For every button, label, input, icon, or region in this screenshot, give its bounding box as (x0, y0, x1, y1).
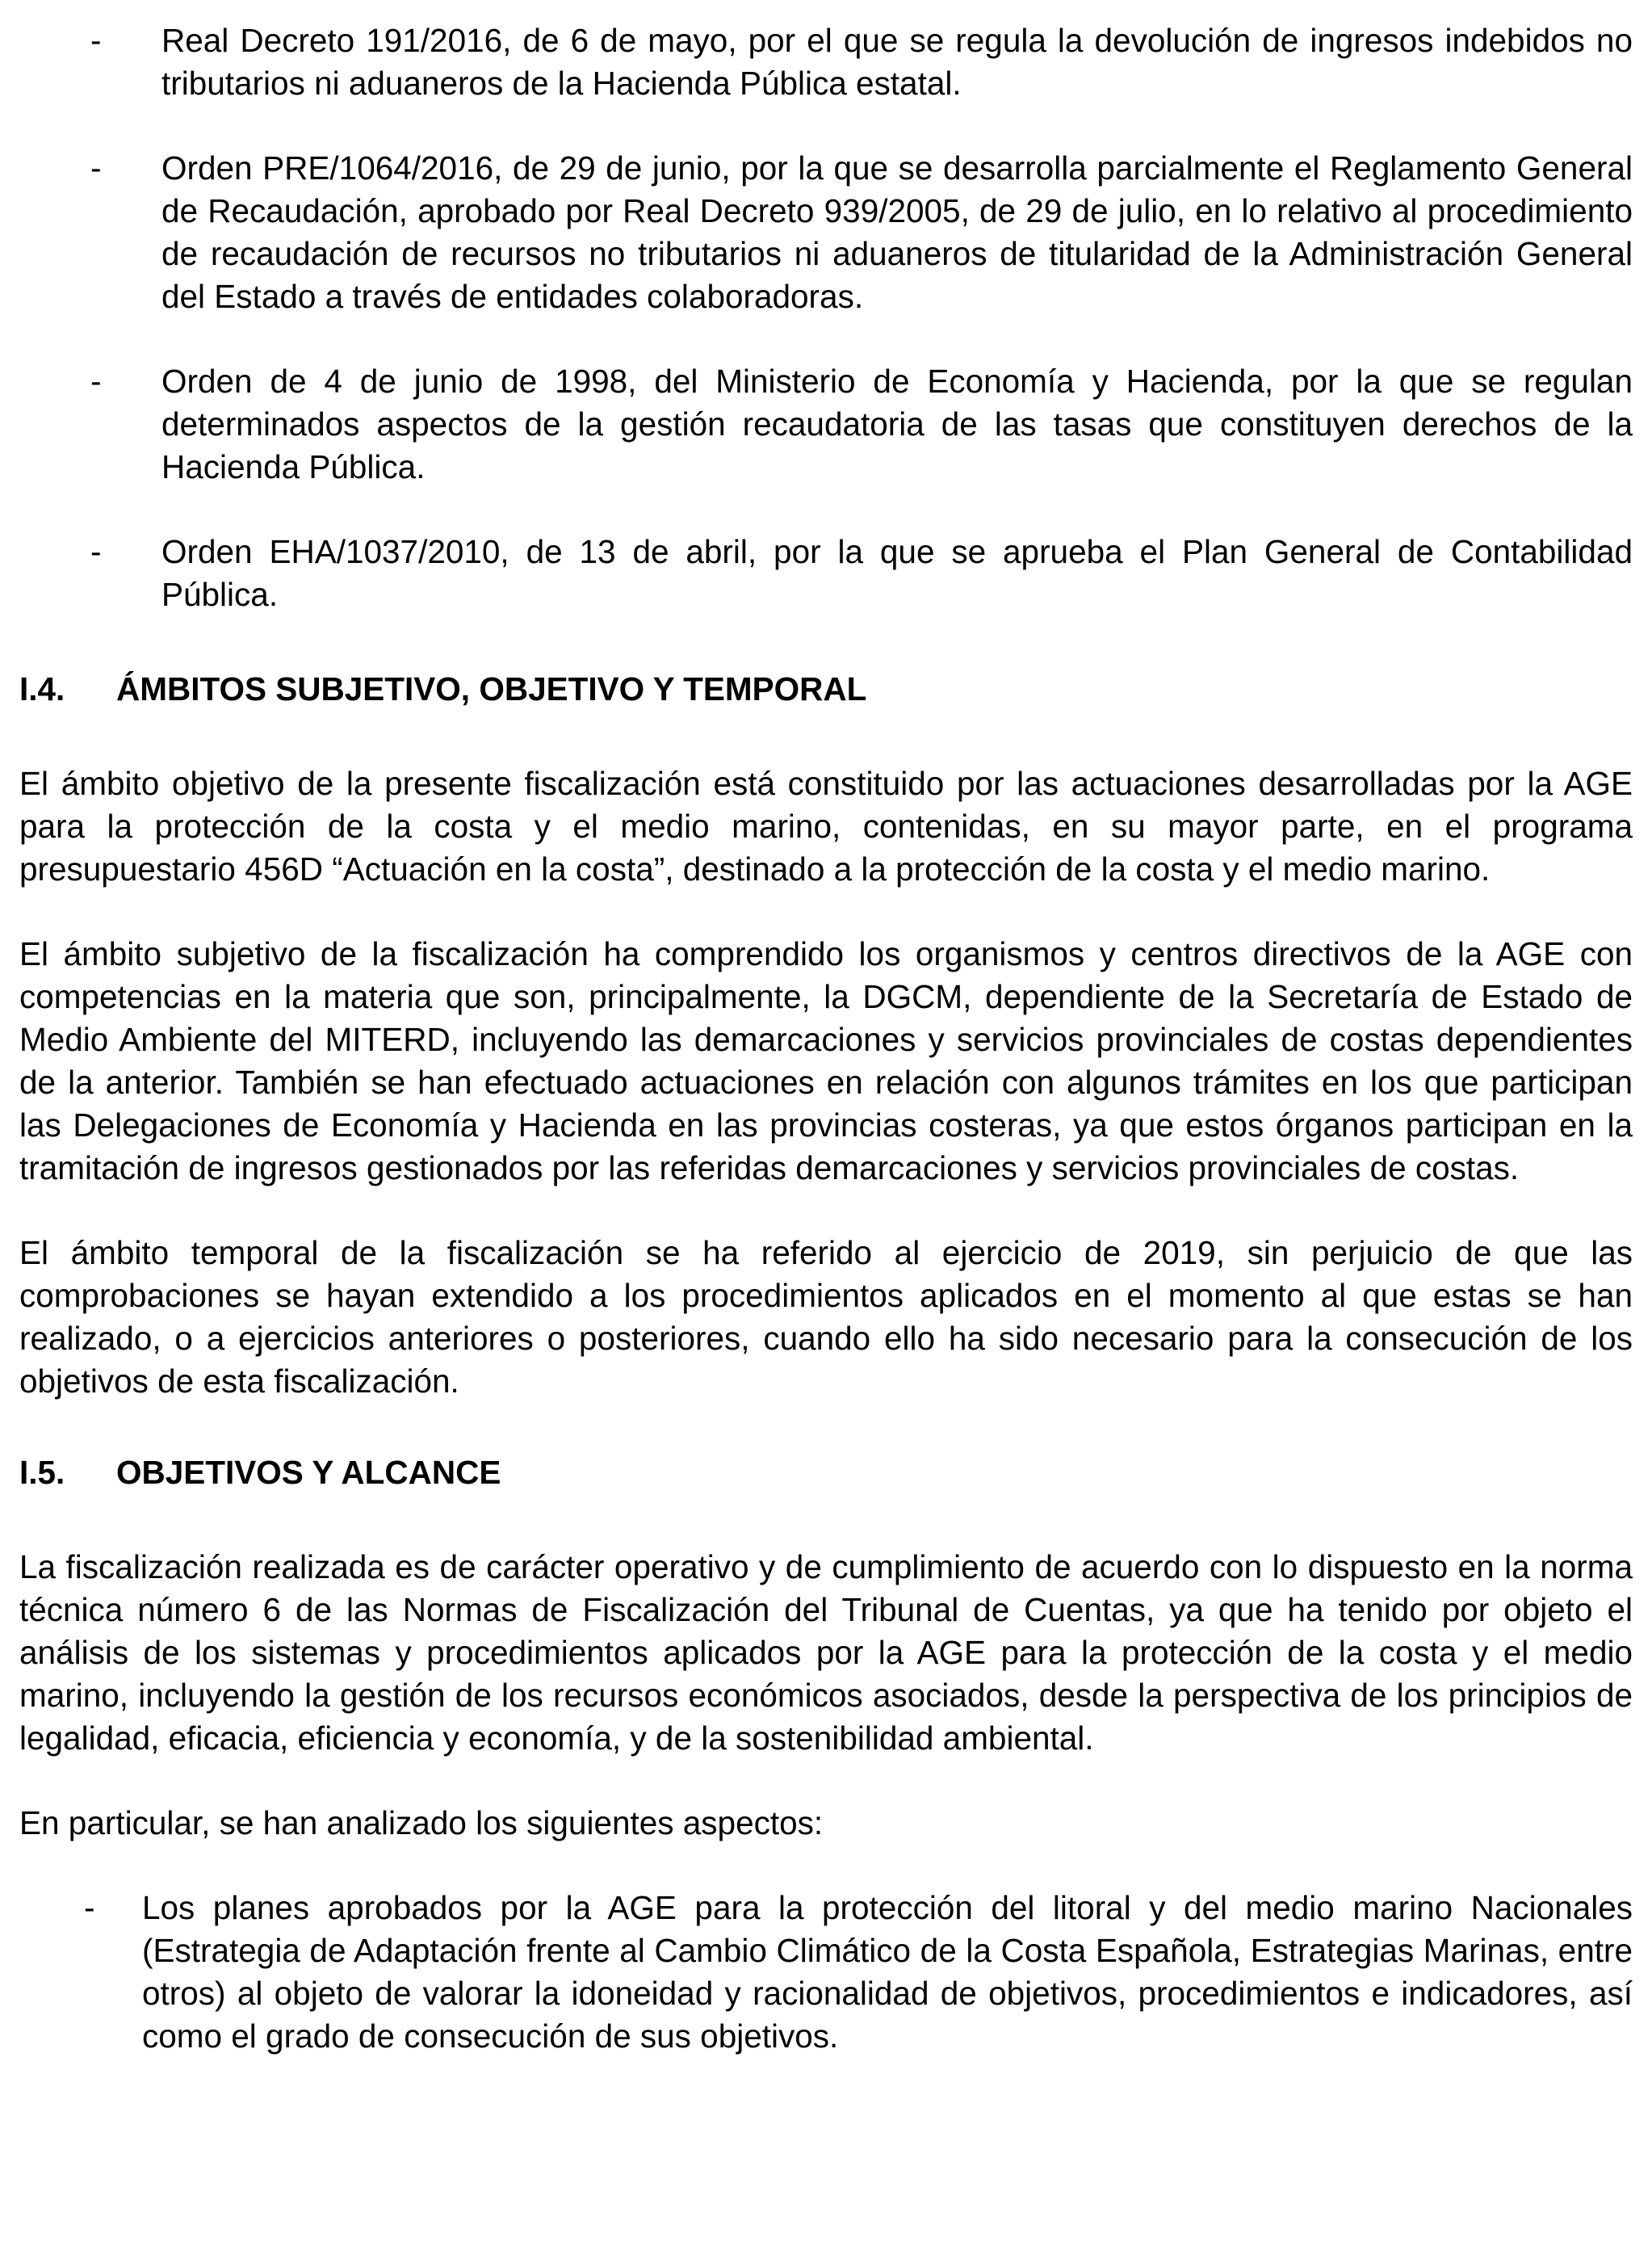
section-number: I.5. (19, 1454, 65, 1491)
list-item-text: Orden de 4 de junio de 1998, del Ministerio de Economía y Hacienda, por la que se regulan determinados aspectos de la gestión recaudatoria de las tasas que constituyen derechos de la Hacienda Pública. (161, 363, 1633, 485)
list-item-text: Orden PRE/1064/2016, de 29 de junio, por la que se desarrolla parcialmente el Reglamento General de Recaudación, aprobado por Real Decreto 939/2005, de 29 de julio, en lo relativo al procedimiento de recaudación de recursos no tributarios ni aduaneros de titularidad de la Administración General del Estado a través de entidades colaboradoras. (161, 149, 1633, 315)
bullet-dash: - (90, 149, 102, 187)
list-item (19, 1887, 1633, 2058)
section-title: OBJETIVOS Y ALCANCE (116, 1454, 501, 1491)
list-item (19, 19, 1633, 105)
list-item (19, 360, 1633, 489)
paragraph-aspectos-intro: En particular, se han analizado los siguientes aspectos: (19, 1804, 824, 1841)
list-item (19, 147, 1633, 318)
list-item (19, 531, 1633, 616)
regulation-list (19, 19, 1633, 616)
bullet-dash: - (90, 363, 102, 400)
bullet-dash: - (84, 1889, 95, 1926)
paragraph-fiscalizacion-caracter: La fiscalización realizada es de carácter operativo y de cumplimiento de acuerdo con lo dispuesto en la norma técnica número 6 de las Normas de Fiscalización del Tribunal de Cuentas, ya que ha tenido por objeto el análisis de los sistemas y procedimientos aplicados por la AGE para la protección de la costa y el medio marino, incluyendo la gestión de los recursos económicos asociados, desde la perspectiva de los principios de legalidad, eficacia, eficiencia y economía, y de la sostenibilidad ambiental. (19, 1548, 1633, 1757)
paragraph-ambito-temporal: El ámbito temporal de la fiscalización se ha referido al ejercicio de 2019, sin perjuicio de que las comprobaciones se hayan extendido a los procedimientos aplicados en el momento al que estas se han realizado, o a ejercicios anteriores o posteriores, cuando ello ha sido necesario para la consecución de los objetivos de esta fiscalización. (19, 1234, 1633, 1400)
paragraph-ambito-objetivo: El ámbito objetivo de la presente fiscalización está constituido por las actuaciones desarrolladas por la AGE para la protección de la costa y el medio marino, contenidas, en su mayor parte, en el programa presupuestario 456D “Actuación en la costa”, destinado a la protección de la costa y el medio marino. (19, 765, 1633, 888)
section-heading-5 (19, 1451, 1633, 1494)
bullet-dash: - (90, 533, 102, 570)
section-heading-4 (19, 668, 1633, 711)
list-item-text: Orden EHA/1037/2010, de 13 de abril, por la que se aprueba el Plan General de Contabilidad Pública. (161, 533, 1633, 613)
list-item-text: Los planes aprobados por la AGE para la protección del litoral y del medio marino Nacionales (Estrategia de Adaptación frente al Cambio Climático de la Costa Española, Estrategias Marinas, entre otros) al objeto de valorar la idoneidad y racionalidad de objetivos, procedimientos e indicadores, así como el grado de consecución de sus objetivos. (142, 1889, 1633, 2055)
aspects-list (19, 1887, 1633, 2058)
section-title: ÁMBITOS SUBJETIVO, OBJETIVO Y TEMPORAL (116, 670, 867, 707)
paragraph-ambito-subjetivo: El ámbito subjetivo de la fiscalización ha comprendido los organismos y centros directivos de la AGE con competencias en la materia que son, principalmente, la DGCM, dependiente de la Secretaría de Estado de Medio Ambiente del MITERD, incluyendo las demarcaciones y servicios provinciales de costas dependientes de la anterior. También se han efectuado actuaciones en relación con algunos trámites en los que participan las Delegaciones de Economía y Hacienda en las provincias costeras, ya que estos órganos participan en la tramitación de ingresos gestionados por las referidas demarcaciones y servicios provinciales de costas. (19, 935, 1633, 1186)
bullet-dash: - (90, 22, 102, 59)
list-item-text: Real Decreto 191/2016, de 6 de mayo, por el que se regula la devolución de ingresos indebidos no tributarios ni aduaneros de la Hacienda Pública estatal. (161, 22, 1633, 102)
section-number: I.4. (19, 670, 65, 707)
